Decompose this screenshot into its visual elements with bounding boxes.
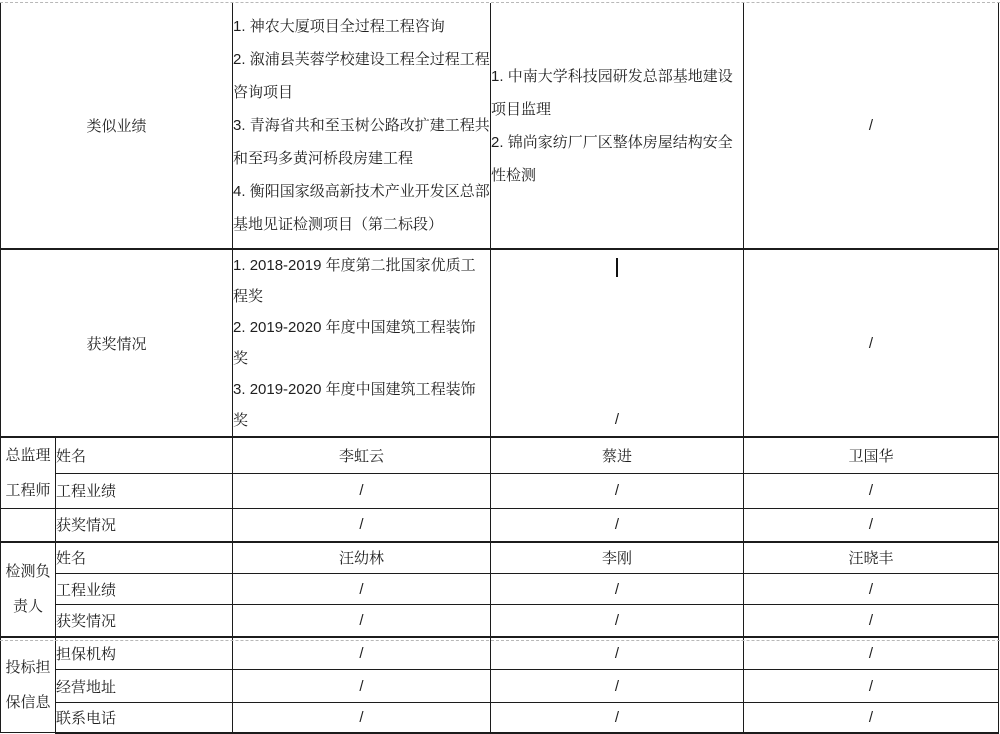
guarantee-phone-label-cell[interactable]: 联系电话 [56, 703, 233, 733]
row-testing-leader-name [1, 542, 999, 574]
row-awards [1, 249, 999, 437]
similar-achievements-consulting-cell[interactable] [233, 3, 491, 249]
awards-empty-cell[interactable]: / [744, 249, 999, 437]
chief-engineer-name-cell[interactable]: 李虹云 [233, 437, 491, 473]
project-item: 1. 神农大厦项目全过程工程咨询 [233, 18, 445, 35]
testing-leader-awards-cell[interactable]: / [744, 605, 999, 637]
section-label-line: 总监理 [5, 447, 51, 464]
section-label-line: 检测负 [5, 563, 51, 580]
chief-engineer-awards-spacer-cell[interactable] [1, 509, 56, 542]
chief-engineer-name-cell[interactable]: 卫国华 [744, 437, 999, 473]
testing-leader-awards-cell[interactable]: / [491, 605, 744, 637]
row-similar-achievements [1, 3, 999, 249]
bid-guarantee-section-label-cell[interactable] [1, 637, 56, 733]
row-guarantee-address [1, 670, 999, 703]
guarantee-address-label-cell[interactable]: 经营地址 [56, 670, 233, 703]
row-guarantee-agency [1, 637, 999, 670]
testing-leader-name-cell[interactable]: 汪幼林 [233, 542, 491, 574]
guarantee-address-cell[interactable]: / [233, 670, 491, 703]
project-item: 3. 青海省共和至玉树公路改扩建工程共和至玛多黄河桥段房建工程 [233, 117, 490, 167]
award-item: 3. 2019-2020 年度中国建筑工程装饰奖 [233, 381, 476, 429]
chief-engineer-awards-cell[interactable]: / [744, 509, 999, 542]
chief-engineer-section-label-cell[interactable] [1, 437, 56, 509]
chief-engineer-awards-label-cell[interactable]: 获奖情况 [56, 509, 233, 542]
guarantee-agency-cell[interactable]: / [233, 637, 491, 670]
project-item: 4. 衡阳国家级高新技术产业开发区总部基地见证检测项目（第二标段） [233, 183, 490, 233]
guarantee-agency-cell[interactable]: / [491, 637, 744, 670]
chief-engineer-awards-cell[interactable]: / [233, 509, 491, 542]
testing-leader-name-cell[interactable]: 李刚 [491, 542, 744, 574]
row-chief-engineer-name [1, 437, 999, 473]
section-label-line: 责人 [12, 598, 43, 615]
similar-achievements-supervision-cell[interactable] [491, 3, 744, 249]
project-item: 2. 锦尚家纺厂厂区整体房屋结构安全性检测 [491, 133, 733, 184]
chief-engineer-performance-cell[interactable]: / [744, 473, 999, 508]
guarantee-phone-cell[interactable]: / [491, 703, 744, 733]
row-chief-engineer-performance [1, 473, 999, 508]
chief-engineer-performance-cell[interactable]: / [233, 473, 491, 508]
guarantee-agency-label-cell[interactable]: 担保机构 [56, 637, 233, 670]
awards-list-cell[interactable] [233, 249, 491, 437]
section-label-line: 工程师 [5, 482, 51, 499]
page-break-line-bottom [0, 640, 1000, 641]
guarantee-phone-cell[interactable]: / [744, 703, 999, 733]
testing-leader-awards-label-cell[interactable]: 获奖情况 [56, 605, 233, 637]
guarantee-agency-cell[interactable]: / [744, 637, 999, 670]
awards-cursor-cell[interactable] [491, 249, 744, 437]
row-guarantee-phone [1, 703, 999, 733]
section-label-line: 保信息 [5, 693, 51, 711]
testing-leader-section-label-cell[interactable] [1, 542, 56, 637]
award-item: 1. 2018-2019 年度第二批国家优质工程奖 [233, 257, 476, 305]
chief-engineer-performance-cell[interactable]: / [491, 473, 744, 508]
testing-leader-name-label-cell[interactable]: 姓名 [56, 542, 233, 574]
project-item: 2. 溆浦县芙蓉学校建设工程全过程工程咨询项目 [233, 51, 490, 101]
testing-leader-performance-label-cell[interactable]: 工程业绩 [56, 574, 233, 605]
award-item: 2. 2019-2020 年度中国建筑工程装饰奖 [233, 319, 476, 367]
tender-qualification-table [0, 3, 999, 734]
text-cursor [616, 258, 618, 277]
testing-leader-performance-cell[interactable]: / [744, 574, 999, 605]
chief-engineer-awards-cell[interactable]: / [491, 509, 744, 542]
chief-engineer-name-label-cell[interactable]: 姓名 [56, 437, 233, 473]
guarantee-address-cell[interactable]: / [744, 670, 999, 703]
chief-engineer-performance-label-cell[interactable]: 工程业绩 [56, 473, 233, 508]
testing-leader-awards-cell[interactable]: / [233, 605, 491, 637]
row-testing-leader-awards [1, 605, 999, 637]
testing-leader-name-cell[interactable]: 汪晓丰 [744, 542, 999, 574]
similar-achievements-empty-cell[interactable]: / [744, 3, 999, 249]
guarantee-phone-cell[interactable]: / [233, 703, 491, 733]
project-item: 1. 中南大学科技园研发总部基地建设项目监理 [491, 67, 733, 118]
section-label-line: 投标担 [5, 658, 51, 676]
similar-achievements-label-cell[interactable]: 类似业绩 [1, 3, 233, 249]
testing-leader-performance-cell[interactable]: / [491, 574, 744, 605]
guarantee-address-cell[interactable]: / [491, 670, 744, 703]
empty-value-slash: / [614, 411, 620, 428]
row-chief-engineer-awards [1, 509, 999, 542]
chief-engineer-name-cell[interactable]: 蔡进 [491, 437, 744, 473]
awards-label-cell[interactable]: 获奖情况 [1, 249, 233, 437]
testing-leader-performance-cell[interactable]: / [233, 574, 491, 605]
row-testing-leader-performance [1, 574, 999, 605]
